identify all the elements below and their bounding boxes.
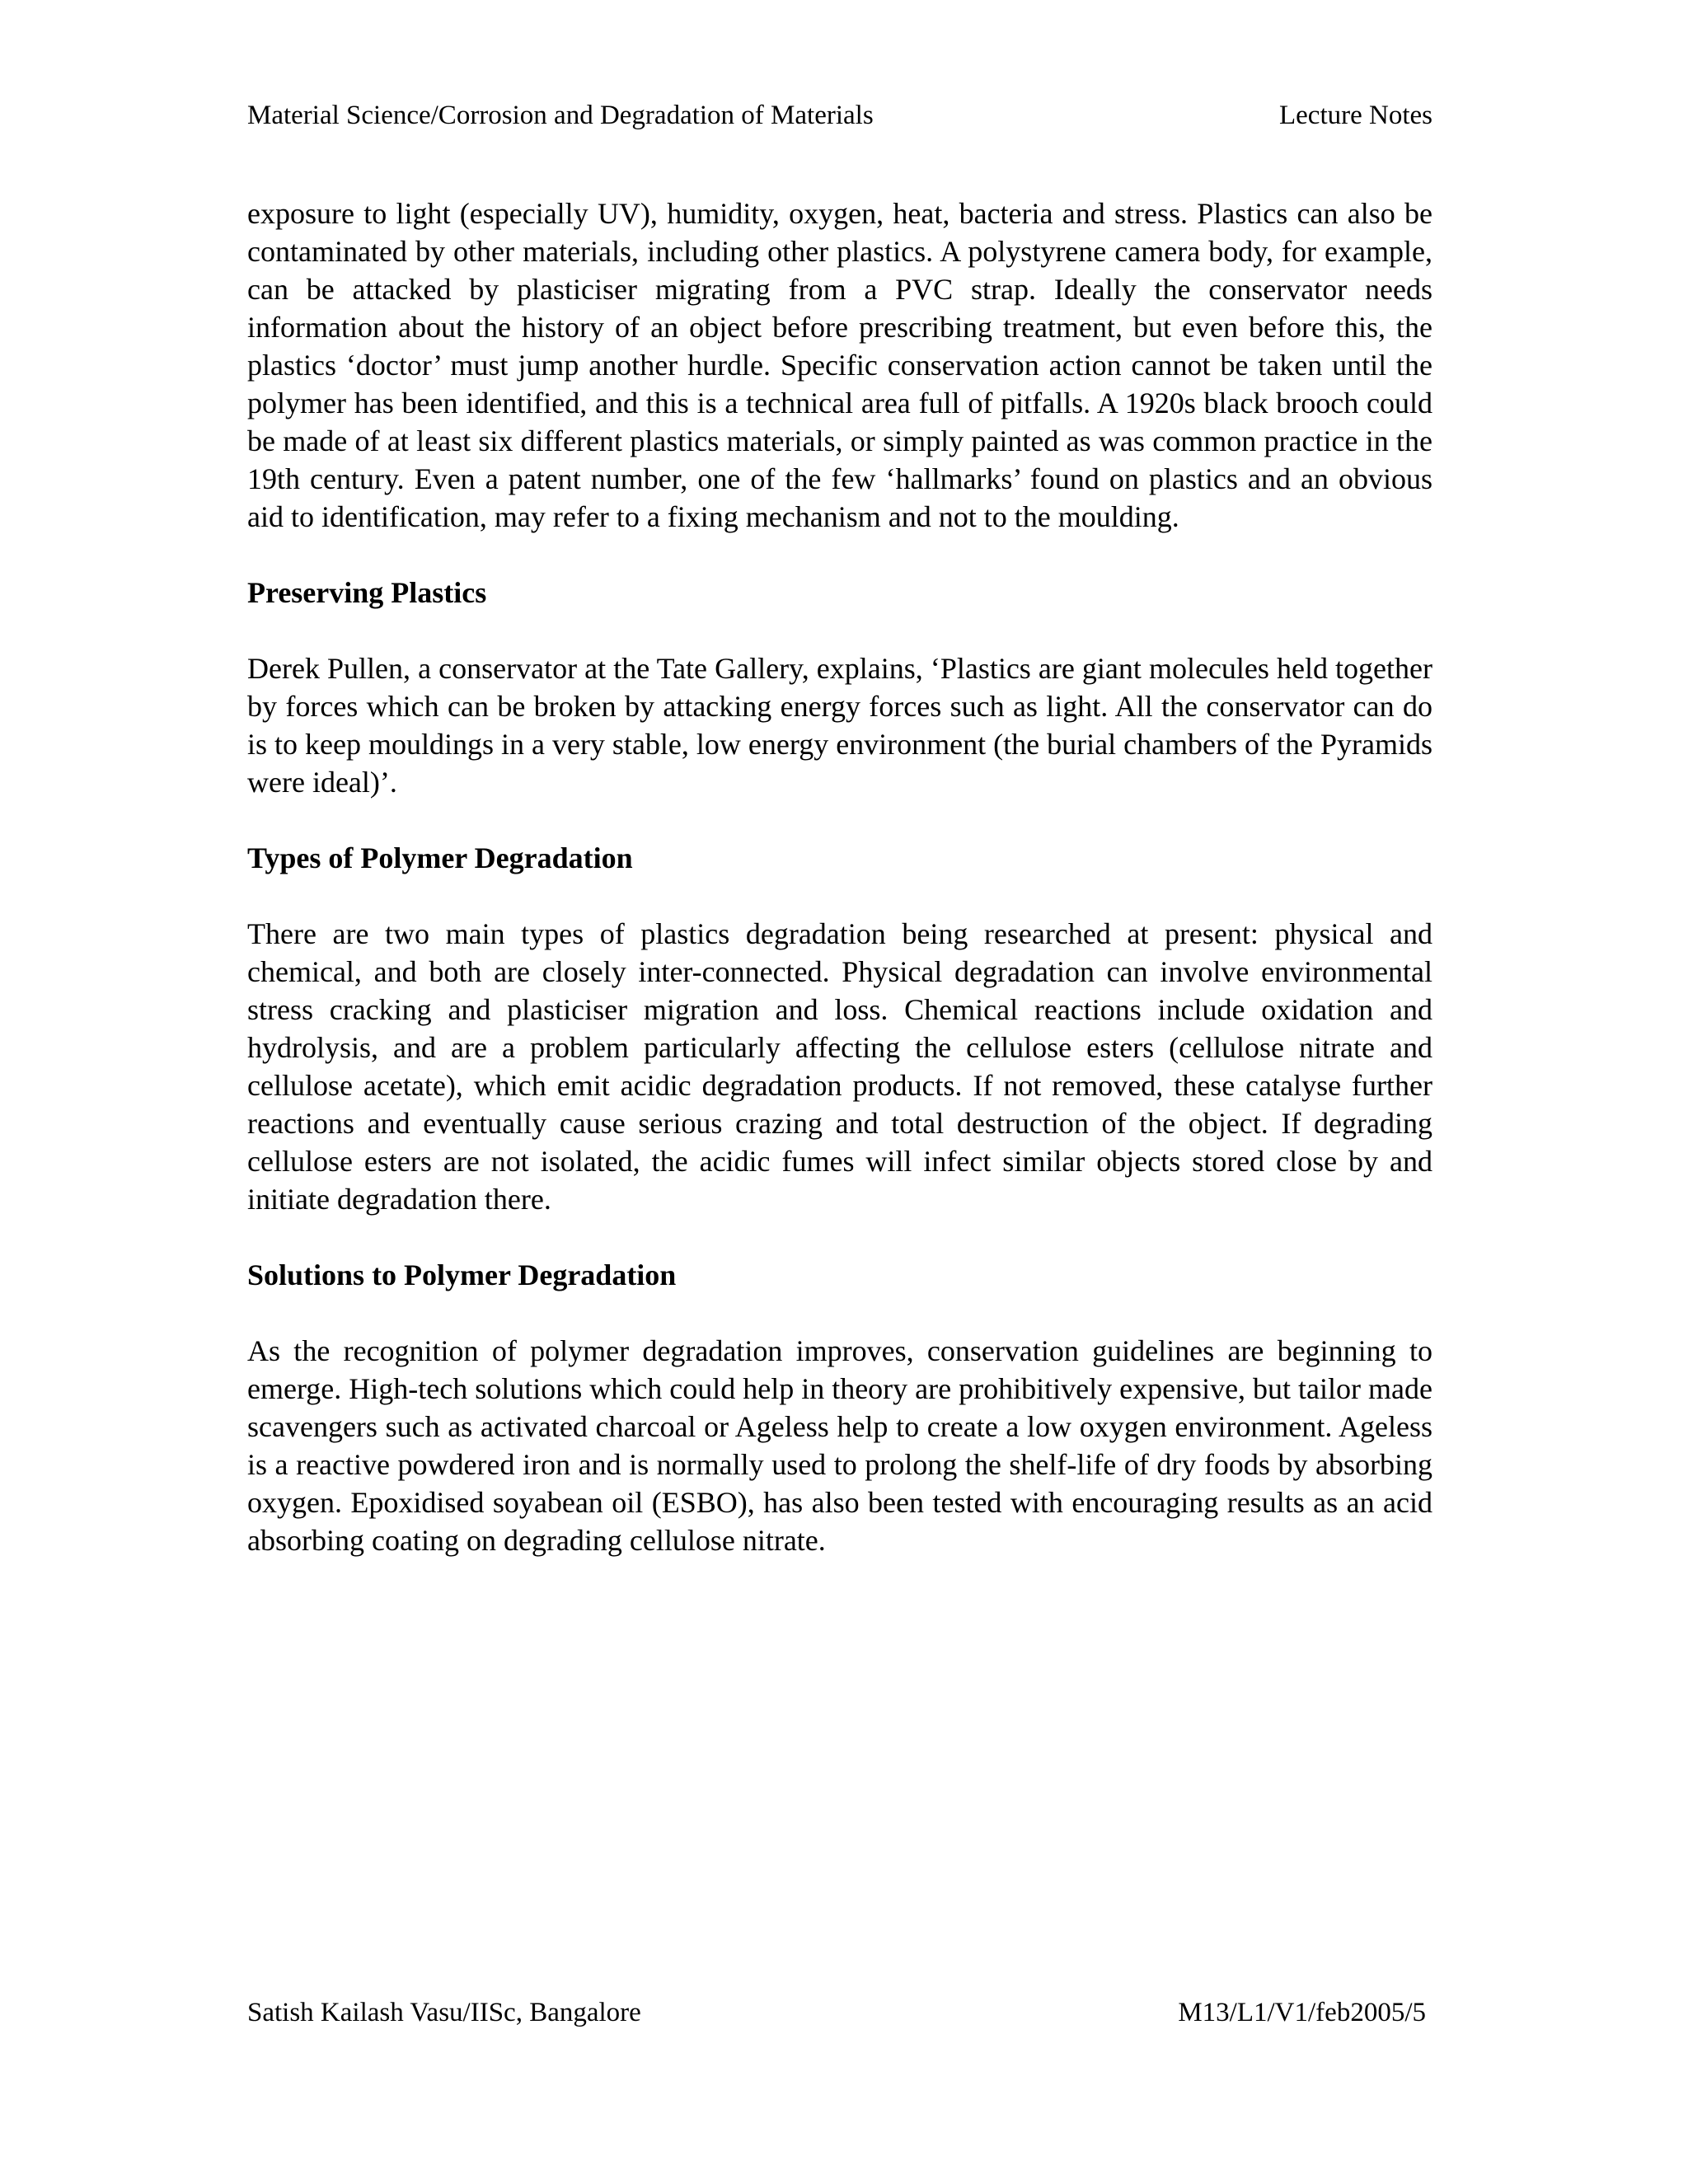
section-paragraph-solutions-to-degradation: As the recognition of polymer degradation improves, conservation guidelines are beginning to emerge. High-tech solutions which could help in theory are prohibitively expensive, but tailor made scavengers such as activated charcoal or Ageless help to create a low oxygen environment. Ageless is a reactive powdered iron and is normally used to prolong the shelf-life of dry foods by absorbing oxygen. Epoxidised soyabean oil (ESBO), has also been tested with encouraging results as an acid absorbing coating on degrading cellulose nitrate. — [247, 1334, 1432, 1557]
section-heading-types-of-degradation: Types of Polymer Degradation — [247, 841, 633, 874]
spacer — [247, 536, 1432, 574]
section-paragraph-preserving-plastics: Derek Pullen, a conservator at the Tate Gallery, explains, ‘Plastics are giant molecules held together by forces which can be broken by attacking energy forces such as light. All the conservator can do is to keep mouldings in a very stable, low energy environment (the burial chambers of the Pyramids were ideal)’. — [247, 652, 1432, 799]
header-course-title: Material Science/Corrosion and Degradation of Materials — [247, 101, 874, 130]
section-paragraph-types-of-degradation: There are two main types of plastics degradation being researched at present: physical and chemical, and both are closely inter-connected. Physical degradation can involve environmental stress cracking and plasticiser migration and loss. Chemical reactions include oxidation and hydrolysis, and are a problem particularly affecting the cellulose esters (cellulose nitrate and cellulose acetate), which emit acidic degradation products. If not removed, these catalyse further reactions and eventually cause serious crazing and total destruction of the object. If degrading cellulose esters are not isolated, the acidic fumes will infect similar objects stored close by and initiate degradation there. — [247, 917, 1432, 1216]
body-text — [247, 194, 1432, 1559]
section-heading-preserving-plastics: Preserving Plastics — [247, 576, 487, 609]
spacer — [247, 1218, 1432, 1256]
spacer — [247, 877, 1432, 915]
header-doc-type: Lecture Notes — [1279, 101, 1432, 130]
intro-paragraph: exposure to light (especially UV), humidity, oxygen, heat, bacteria and stress. Plastics can also be contaminated by other materials, including other plastics. A polystyrene camera body, for example, can be attacked by plasticiser migrating from a PVC strap. Ideally the conservator needs information about the history of an object before prescribing treatment, but even before this, the plastics ‘doctor’ must jump another hurdle. Specific conservation action cannot be taken until the polymer has been identified, and this is a technical area full of pitfalls. A 1920s black brooch could be made of at least six different plastics materials, or simply painted as was common practice in the 19th century. Even a patent number, one of the few ‘hallmarks’ found on plastics and an obvious aid to identification, may refer to a fixing mechanism and not to the moulding. — [247, 197, 1432, 533]
spacer — [247, 801, 1432, 839]
running-footer — [247, 1994, 1426, 2031]
footer-page-code: M13/L1/V1/feb2005/5 — [1178, 1998, 1426, 2027]
spacer — [247, 1294, 1432, 1332]
section-heading-solutions-to-degradation: Solutions to Polymer Degradation — [247, 1258, 677, 1291]
running-header — [247, 97, 1432, 134]
footer-author: Satish Kailash Vasu/IISc, Bangalore — [247, 1998, 641, 2027]
spacer — [247, 612, 1432, 649]
